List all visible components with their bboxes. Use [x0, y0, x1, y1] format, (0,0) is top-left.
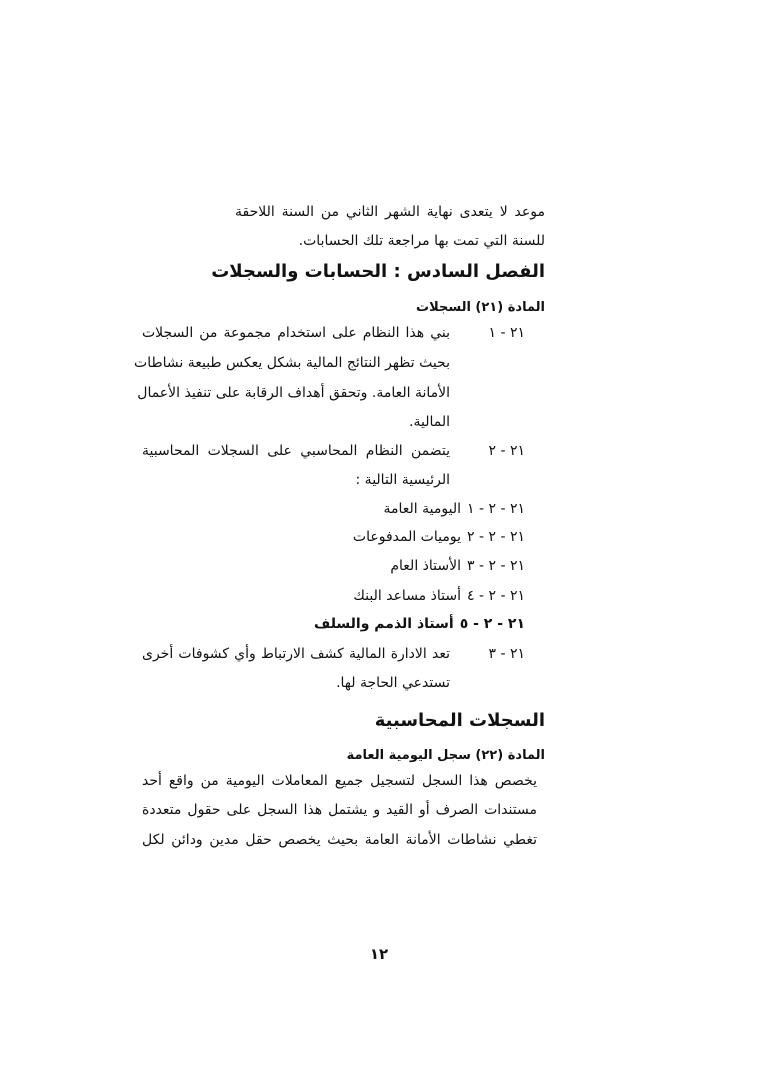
item-line: يتضمن النظام المحاسبي على السجلات المحاسبية — [142, 443, 450, 459]
paragraph-line: يخصص هذا السجل لتسجيل جميع المعاملات اليومية من واقع أحد — [142, 773, 537, 789]
paragraph-line: مستندات الصرف أو القيد و يشتمل هذا السجل على حقول متعددة — [142, 802, 537, 818]
subitem-number: ٢١ - ٢ - ٥ — [459, 616, 525, 632]
subitem — [353, 586, 525, 606]
item-line: تعد الادارة المالية كشف الارتباط وأي كشوفات أخرى — [142, 646, 450, 662]
article-21-title: المادة (٢١) السجلات — [416, 300, 545, 315]
subitem-number: ٢١ - ٢ - ٣ — [466, 558, 525, 574]
item-line: المالية. — [409, 414, 450, 430]
item-line: الأمانة العامة. وتحقق أهداف الرقابة على تنفيذ الأعمال — [137, 385, 450, 401]
subitem — [314, 614, 525, 634]
intro-line: للسنة التي تمت بها مراجعة تلك الحسابات. — [298, 233, 545, 249]
subitem-label: الأستاذ العام — [390, 558, 461, 574]
section-title: السجلات المحاسبية — [374, 710, 545, 731]
item-number: ٢١ - ٣ — [488, 646, 525, 662]
article-22-title: المادة (٢٢) سجل اليومية العامة — [346, 748, 545, 763]
subitem-number: ٢١ - ٢ - ٢ — [466, 529, 525, 545]
subitem-number: ٢١ - ٢ - ١ — [466, 501, 525, 517]
intro-line: موعد لا يتعدى نهاية الشهر الثاني من السنة اللاحقة — [235, 204, 545, 220]
subitem-number: ٢١ - ٢ - ٤ — [466, 588, 525, 604]
subitem-label: يوميات المدفوعات — [352, 529, 461, 545]
paragraph-line: تغطي نشاطات الأمانة العامة بحيث يخصص حقل مدين ودائن لكل — [142, 832, 537, 848]
page-number: ١٢ — [369, 945, 389, 963]
subitem — [353, 527, 525, 547]
item-line: بحيث تظهر النتائج المالية بشكل يعكس طبيعة نشاطات — [134, 355, 450, 371]
item-number: ٢١ - ١ — [488, 325, 525, 341]
subitem-label: أستاذ الذمم والسلف — [314, 616, 454, 632]
item-line: الرئيسية التالية : — [355, 472, 450, 488]
item-line: بني هذا النظام على استخدام مجموعة من السجلات — [142, 325, 450, 341]
item-line: تستدعي الحاجة لها. — [336, 675, 450, 691]
subitem — [390, 556, 525, 576]
subitem-label: اليومية العامة — [383, 501, 461, 517]
subitem-label: أستاذ مساعد البنك — [353, 588, 461, 604]
subitem — [384, 499, 526, 519]
chapter-title: الفصل السادس : الحسابات والسجلات — [211, 261, 545, 282]
item-number: ٢١ - ٢ — [488, 443, 525, 459]
